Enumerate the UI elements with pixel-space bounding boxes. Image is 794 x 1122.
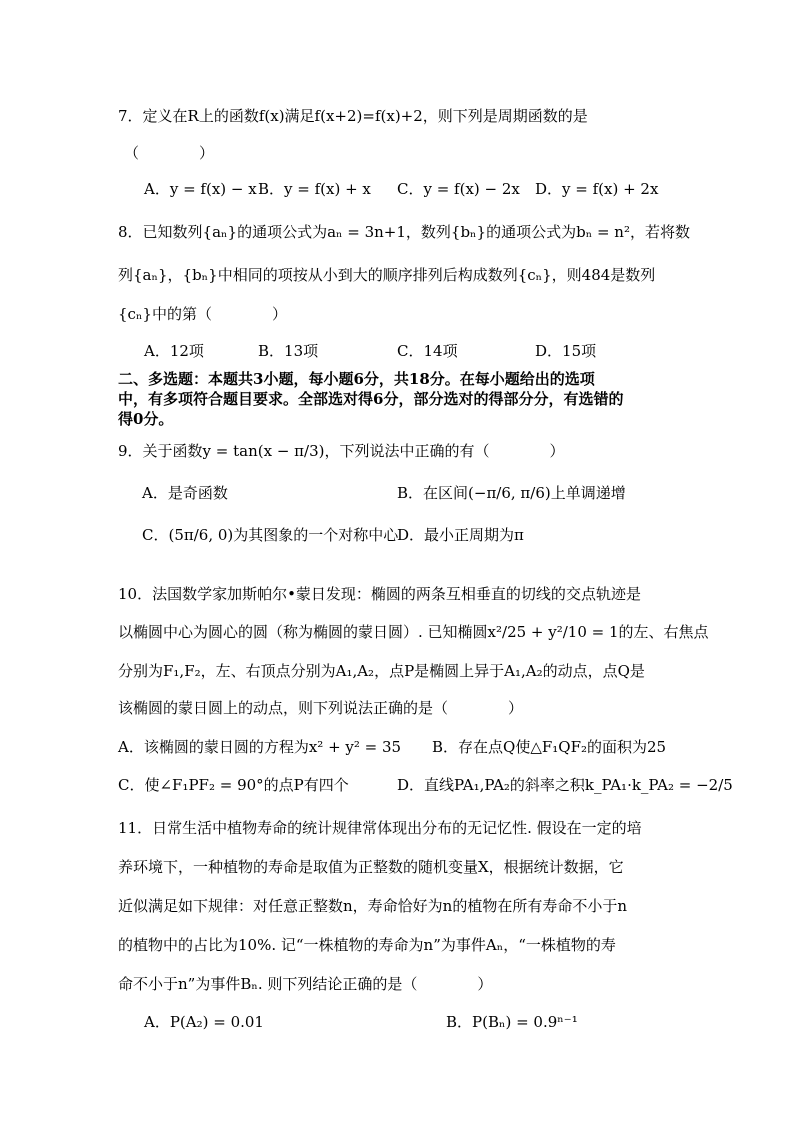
section2-heading-line2: 中，有多项符合题目要求。全部选对得6分，部分选对的得部分分，有选错的 (118, 390, 624, 408)
q8-stem-line2: 列{aₙ}，{bₙ}中相同的项按从小到大的顺序排列后构成数列{cₙ}，则484是数列 (118, 266, 656, 284)
section2-heading-line1: 二、多选题：本题共3小题，每小题6分，共18分。在每小题给出的选项 (118, 370, 595, 388)
q8-stem-line1: 8．已知数列{aₙ}的通项公式为aₙ = 3n+1，数列{bₙ}的通项公式为bₙ = n²，若将数 (118, 223, 690, 241)
q10-stem-line1: 10．法国数学家加斯帕尔•蒙日发现：椭圆的两条互相垂直的切线的交点轨迹是 (118, 585, 641, 603)
q9-option-d: D．最小正周期为π (397, 526, 524, 544)
q10-option-c: C．使∠F₁PF₂ = 90°的点P有四个 (118, 776, 349, 794)
q7-option-b: B．y = f(x) + x (258, 180, 371, 198)
section2-heading-line3: 得0分。 (118, 410, 174, 428)
q9-option-c: C．(5π/6, 0)为其图象的一个对称中心 (142, 526, 399, 544)
q9-option-b: B．在区间(−π/6, π/6)上单调递增 (397, 484, 626, 502)
q10-stem-line3: 分别为F₁,F₂，左、右顶点分别为A₁,A₂，点P是椭圆上异于A₁,A₂的动点，点Q是 (118, 662, 645, 680)
q9-option-a: A．是奇函数 (142, 484, 228, 502)
q9-stem: 9．关于函数y = tan(x − π/3)，下列说法中正确的有（ ） (118, 442, 565, 460)
q11-stem-line3: 近似满足如下规律：对任意正整数n，寿命恰好为n的植物在所有寿命不小于n (118, 897, 627, 915)
q8-option-c: C．14项 (397, 342, 458, 360)
q10-stem-line4: 该椭圆的蒙日圆上的动点，则下列说法正确的是（ ） (118, 699, 524, 717)
q11-stem-line5: 命不小于n”为事件Bₙ. 则下列结论正确的是（ ） (118, 975, 493, 993)
q7-option-a: A．y = f(x) − x (144, 180, 257, 198)
q10-option-d: D．直线PA₁,PA₂的斜率之积k_PA₁·k_PA₂ = −2/5 (397, 776, 733, 794)
q11-option-b: B．P(Bₙ) = 0.9ⁿ⁻¹ (446, 1013, 578, 1031)
q8-option-a: A．12项 (144, 342, 204, 360)
q7-stem-line2: （ ） (124, 144, 215, 162)
q11-stem-line4: 的植物中的占比为10%. 记“一株植物的寿命为n”为事件Aₙ，“一株植物的寿 (118, 936, 616, 954)
q11-stem-line2: 养环境下，一种植物的寿命是取值为正整数的随机变量X，根据统计数据，它 (118, 858, 624, 876)
q11-option-a: A．P(A₂) = 0.01 (144, 1013, 264, 1031)
q7-stem-line1: 7．定义在R上的函数f(x)满足f(x+2)=f(x)+2，则下列是周期函数的是 (118, 107, 588, 125)
q7-option-c: C．y = f(x) − 2x (397, 180, 520, 198)
q8-option-d: D．15项 (535, 342, 597, 360)
q10-stem-line2: 以椭圆中心为圆心的圆（称为椭圆的蒙日圆）. 已知椭圆x²/25 + y²/10 = 1的左、右焦点 (118, 623, 709, 641)
q10-option-a: A．该椭圆的蒙日圆的方程为x² + y² = 35 (118, 738, 402, 756)
q10-option-b: B．存在点Q使△F₁QF₂的面积为25 (432, 738, 667, 756)
q11-stem-line1: 11．日常生活中植物寿命的统计规律常体现出分布的无记忆性. 假设在一定的培 (118, 819, 642, 837)
q8-stem-line3: {cₙ}中的第（ ） (118, 305, 287, 323)
q8-option-b: B．13项 (258, 342, 319, 360)
q7-option-d: D．y = f(x) + 2x (535, 180, 659, 198)
